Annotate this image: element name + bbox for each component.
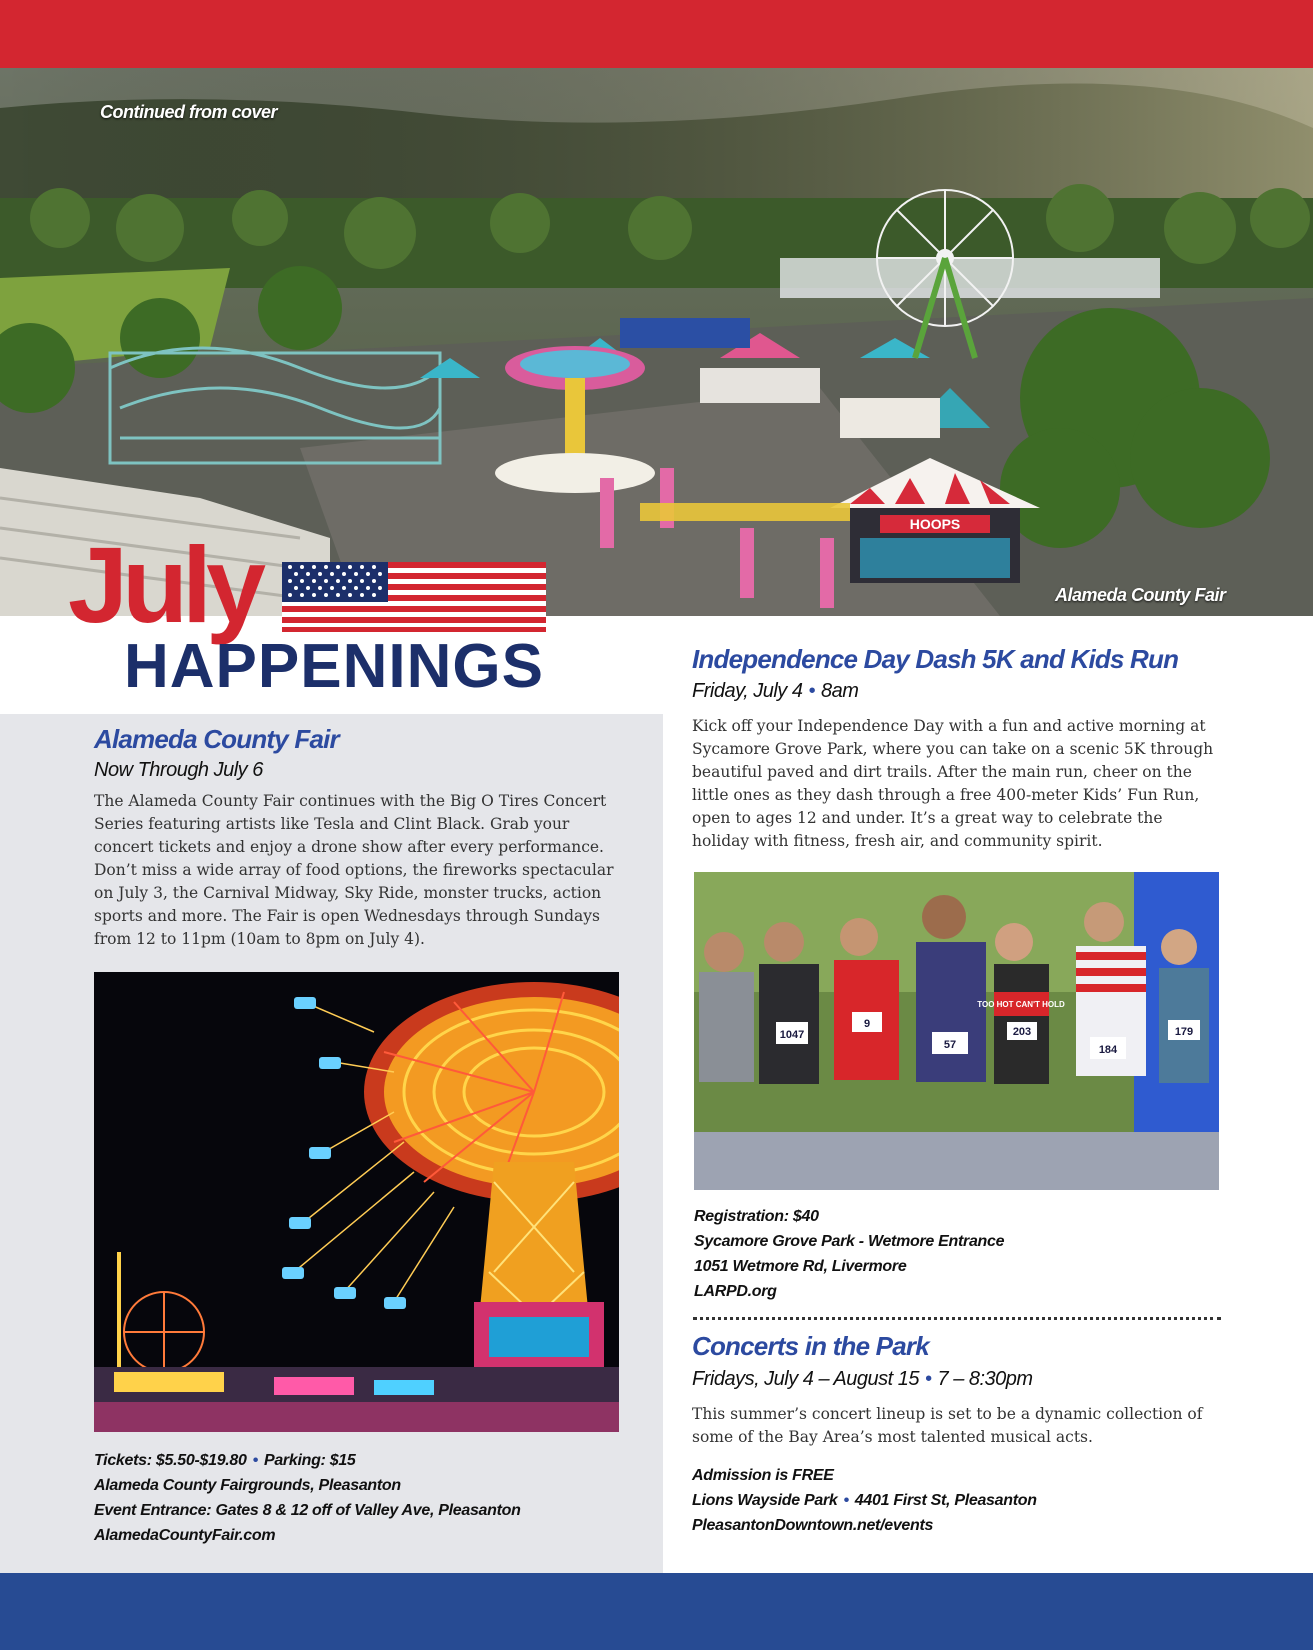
dash-address: 1051 Wetmore Rd, Livermore: [694, 1258, 907, 1275]
concerts-date: Fridays, July 4 – August 15: [692, 1368, 919, 1390]
fair-description: The Alameda County Fair continues with the Big O Tires Concert Series featuring artists like Tesla and Clint Black. Grab your concert tickets and enjoy a drone show after every performance. Don’t miss a wide array of food options, the fireworks spectacular on July 3, the Carnival Midway, Sky Ride, monster trucks, action sports and more. The Fair is open Wednesdays through Sundays from 12 to 11pm (10am to 8pm on July 4).: [94, 792, 614, 948]
dash-5k-section: [692, 644, 1232, 853]
swing-ride-night-photo: [94, 972, 619, 1432]
concerts-admission: Admission is FREE: [692, 1467, 834, 1484]
fair-info-block: [94, 1448, 521, 1548]
bib-1047: 1047: [779, 1029, 805, 1041]
runner-shirt-text: TOO HOT CAN'T HOLD: [977, 1000, 1065, 1009]
bib-179: 179: [1174, 1026, 1194, 1038]
fair-tickets: Tickets: $5.50-$19.80: [94, 1452, 247, 1469]
fair-title: Alameda County Fair: [94, 724, 339, 754]
fair-website-link[interactable]: AlamedaCountyFair.com: [94, 1527, 276, 1544]
dash-date: Friday, July 4: [692, 680, 803, 702]
top-red-band: [0, 0, 1313, 68]
runners-illustration: [694, 872, 1219, 1190]
bib-9: 9: [863, 1018, 871, 1030]
fair-parking: Parking: $15: [263, 1452, 356, 1469]
concerts-info-block: [692, 1463, 1232, 1538]
alameda-fair-panel: [0, 714, 663, 1573]
concerts-section: [692, 1331, 1232, 1538]
american-flag-icon: [282, 562, 546, 632]
dash-title: Independence Day Dash 5K and Kids Run: [692, 644, 1179, 674]
separator-dot: •: [843, 1492, 849, 1509]
dash-info-block: [694, 1204, 1004, 1304]
hero-photo-caption: Alameda County Fair: [1055, 585, 1226, 605]
bottom-blue-band: [0, 1573, 1313, 1650]
section-divider: [693, 1317, 1221, 1320]
swing-ride-illustration: [94, 972, 619, 1432]
separator-dot: •: [252, 1452, 258, 1469]
fair-venue: Alameda County Fairgrounds, Pleasanton: [94, 1477, 401, 1494]
separator-dot: •: [808, 680, 815, 702]
concerts-website-link[interactable]: PleasantonDowntown.net/events: [692, 1517, 934, 1534]
hoops-sign: HOOPS: [909, 516, 961, 532]
separator-dot: •: [925, 1368, 932, 1390]
happenings-heading: HAPPENINGS: [124, 632, 544, 701]
concerts-title: Concerts in the Park: [692, 1331, 929, 1361]
concerts-venue: Lions Wayside Park: [692, 1492, 838, 1509]
dash-website-link[interactable]: LARPD.org: [694, 1283, 777, 1300]
continued-from-cover-label: Continued from cover: [100, 102, 278, 122]
runners-photo: [694, 872, 1219, 1190]
concerts-address: 4401 First St, Pleasanton: [854, 1492, 1037, 1509]
bib-203: 203: [1012, 1026, 1032, 1038]
fair-entrance: Event Entrance: Gates 8 & 12 off of Valley Ave, Pleasanton: [94, 1502, 521, 1519]
bib-184: 184: [1098, 1044, 1118, 1056]
dash-description: Kick off your Independence Day with a fun and active morning at Sycamore Grove Park, where you can take on a scenic 5K through beautiful paved and dirt trails. After the main run, cheer on the little ones as they dash through a free 400-meter Kids’ Fun Run, open to ages 12 and under. It’s a great way to celebrate the holiday with fitness, fresh air, and community spirit.: [692, 717, 1214, 850]
fair-date: Now Through July 6: [94, 759, 263, 781]
concerts-time: 7 – 8:30pm: [937, 1368, 1033, 1390]
concerts-description: This summer’s concert lineup is set to be a dynamic collection of some of the Bay Area’s most talented musical acts.: [692, 1405, 1203, 1446]
dash-time: 8am: [820, 680, 859, 702]
dash-registration: Registration: $40: [694, 1208, 819, 1225]
dash-venue: Sycamore Grove Park - Wetmore Entrance: [694, 1233, 1005, 1250]
july-happenings-masthead: [60, 524, 580, 710]
july-heading: July: [68, 524, 261, 645]
bib-57: 57: [943, 1039, 957, 1051]
